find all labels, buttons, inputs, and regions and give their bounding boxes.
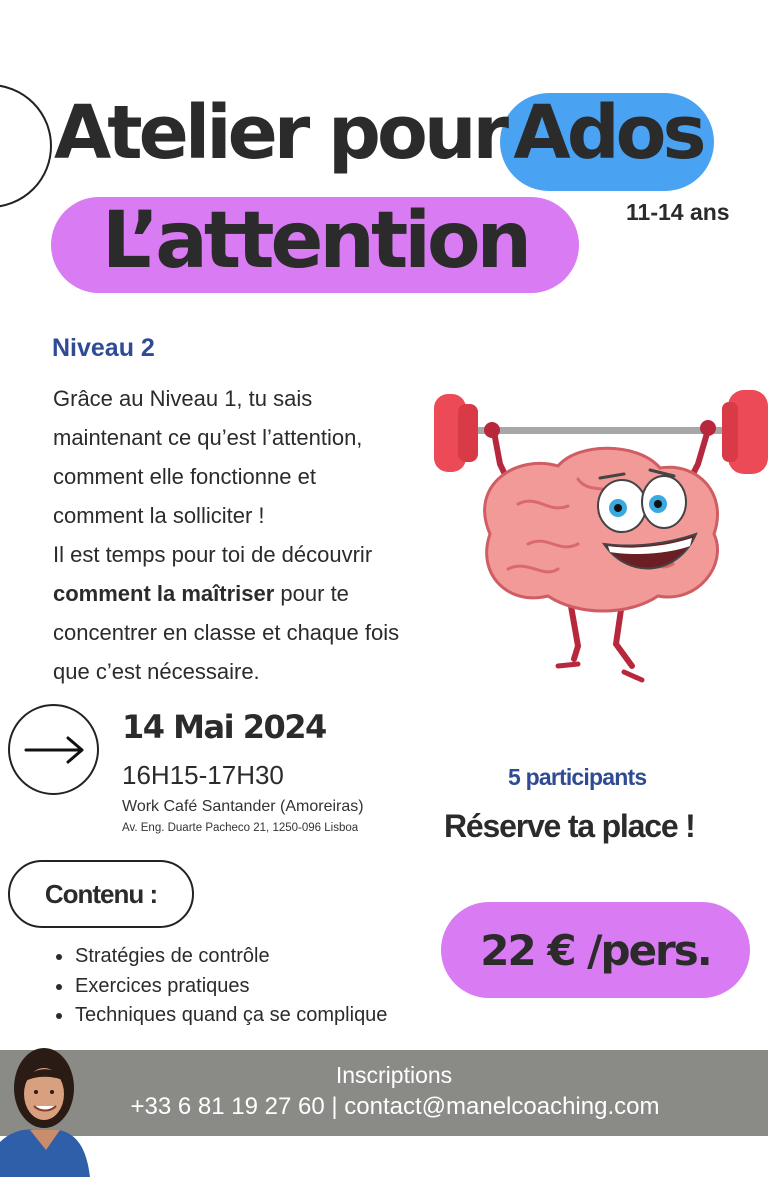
arrow-circle bbox=[8, 704, 99, 795]
arrow-right-icon bbox=[8, 704, 99, 795]
decorative-circle bbox=[0, 84, 52, 208]
emphasis-text: comment la maîtriser bbox=[53, 581, 275, 606]
event-time: 16H15-17H30 bbox=[122, 760, 284, 790]
level-label: Niveau 2 bbox=[52, 334, 155, 362]
intro-line: concentrer en classe et chaque fois bbox=[53, 620, 400, 645]
reserve-cta: Réserve ta place ! bbox=[444, 808, 695, 844]
intro-line: Grâce au Niveau 1, tu sais bbox=[53, 386, 313, 411]
event-address: Av. Eng. Duarte Pacheco 21, 1250-096 Lisboa bbox=[122, 822, 359, 834]
intro-line: comment la solliciter ! bbox=[53, 503, 265, 528]
price-badge: 22 € /pers. bbox=[441, 902, 750, 998]
content-heading: Contenu : bbox=[8, 860, 194, 928]
age-range: 11-14 ans bbox=[626, 199, 730, 225]
event-venue: Work Café Santander (Amoreiras) bbox=[122, 798, 364, 815]
intro-line-emphasis bbox=[53, 574, 483, 613]
participants-count: 5 participants bbox=[508, 764, 647, 790]
emphasis-tail: pour te bbox=[274, 581, 349, 606]
footer-contact: +33 6 81 19 27 60 | contact@manelcoaching.com bbox=[130, 1093, 660, 1120]
coach-photo bbox=[0, 1038, 92, 1177]
intro-line: Il est temps pour toi de découvrir bbox=[53, 542, 373, 567]
title-line-1: Atelier pour bbox=[54, 90, 505, 176]
intro-paragraph bbox=[53, 379, 483, 691]
title-line-2: L’attention bbox=[101, 196, 529, 286]
event-date: 14 Mai 2024 bbox=[122, 708, 326, 746]
intro-line: comment elle fonctionne et bbox=[53, 464, 316, 489]
list-item: Exercices pratiques bbox=[54, 972, 387, 1002]
title-highlight: Ados bbox=[513, 90, 703, 176]
content-list bbox=[54, 942, 387, 1031]
list-item: Techniques quand ça se complique bbox=[54, 1001, 387, 1031]
list-item: Stratégies de contrôle bbox=[54, 942, 387, 972]
intro-line: maintenant ce qu’est l’attention, bbox=[53, 425, 363, 450]
intro-line: que c’est nécessaire. bbox=[53, 659, 260, 684]
brain-lifting-barbell-icon bbox=[428, 384, 768, 689]
footer-title: Inscriptions bbox=[335, 1062, 453, 1088]
